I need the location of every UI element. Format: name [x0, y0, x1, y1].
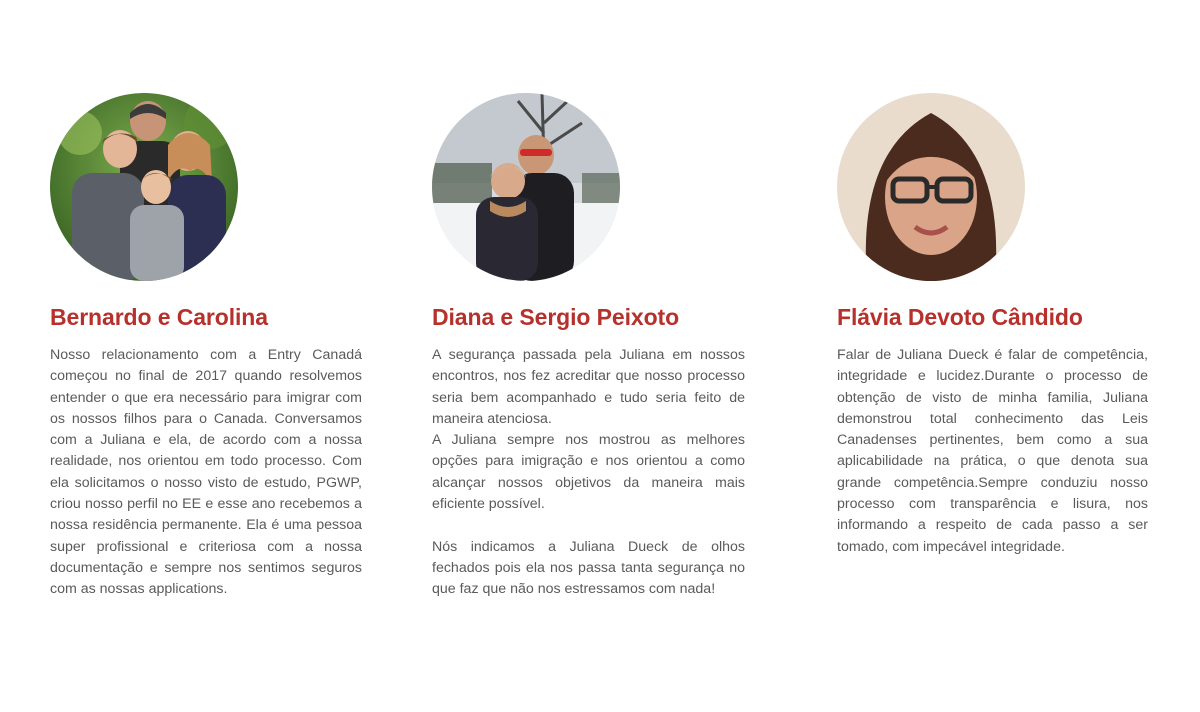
testimonial-paragraph: A Juliana sempre nos mostrou as melhores opções para imigração e nos orientou a como alcançar nossos objetivos da maneira mais eficiente possível.	[432, 432, 745, 513]
testimonial-card-flavia	[837, 93, 1148, 558]
testimonial-card-bernardo	[50, 93, 362, 601]
testimonial-paragraph: Nosso relacionamento com a Entry Canadá começou no final de 2017 quando resolvemos entender o que era necessário para imigrar com os nossos filhos para o Canada. Conversamos com a Juliana e ela, de acordo com a nossa realidade, nos orientou em todo processo. Com ela solicitamos o nosso visto de estudo, PGWP, criou nosso perfil no EE e esse ano recebemos a nossa residência permanente. Ela é uma pessoa super profissional e criteriosa com a nossa documentação e sempre nos sentimos seguros com as nossas applications.	[50, 347, 362, 598]
avatar-portrait-photo	[837, 93, 1025, 281]
testimonial-text	[50, 345, 362, 601]
avatar-family-photo	[50, 93, 238, 281]
testimonial-paragraph: A segurança passada pela Juliana em nossos encontros, nos fez acreditar que nosso processo seria bem acompanhado e tudo seria feito de maneira atenciosa.	[432, 347, 745, 427]
testimonial-name: Bernardo e Carolina	[50, 304, 268, 330]
testimonial-paragraph: Falar de Juliana Dueck é falar de competência, integridade e lucidez.Durante o processo de obtenção de visto de minha familia, Juliana demonstrou total conhecimento das Leis Canadenses pertinentes, bem como a sua aplicabilidade na prática, o que denota sua grande competência.Sempre conduziu nosso processo com transparência e lisura, nos informando a respeito de cada passo a ser tomado, com impecável integridade.	[837, 347, 1148, 555]
testimonial-name: Diana e Sergio Peixoto	[432, 304, 680, 330]
testimonial-paragraph: Nós indicamos a Juliana Dueck de olhos fechados pois ela nos passa tanta segurança no que faz que não nos estressamos com nada!	[432, 538, 745, 598]
testimonial-card-diana	[432, 93, 745, 601]
testimonial-text	[837, 345, 1148, 558]
testimonial-name: Flávia Devoto Cândido	[837, 304, 1083, 330]
avatar-couple-photo	[432, 93, 620, 281]
testimonial-text	[432, 345, 745, 601]
